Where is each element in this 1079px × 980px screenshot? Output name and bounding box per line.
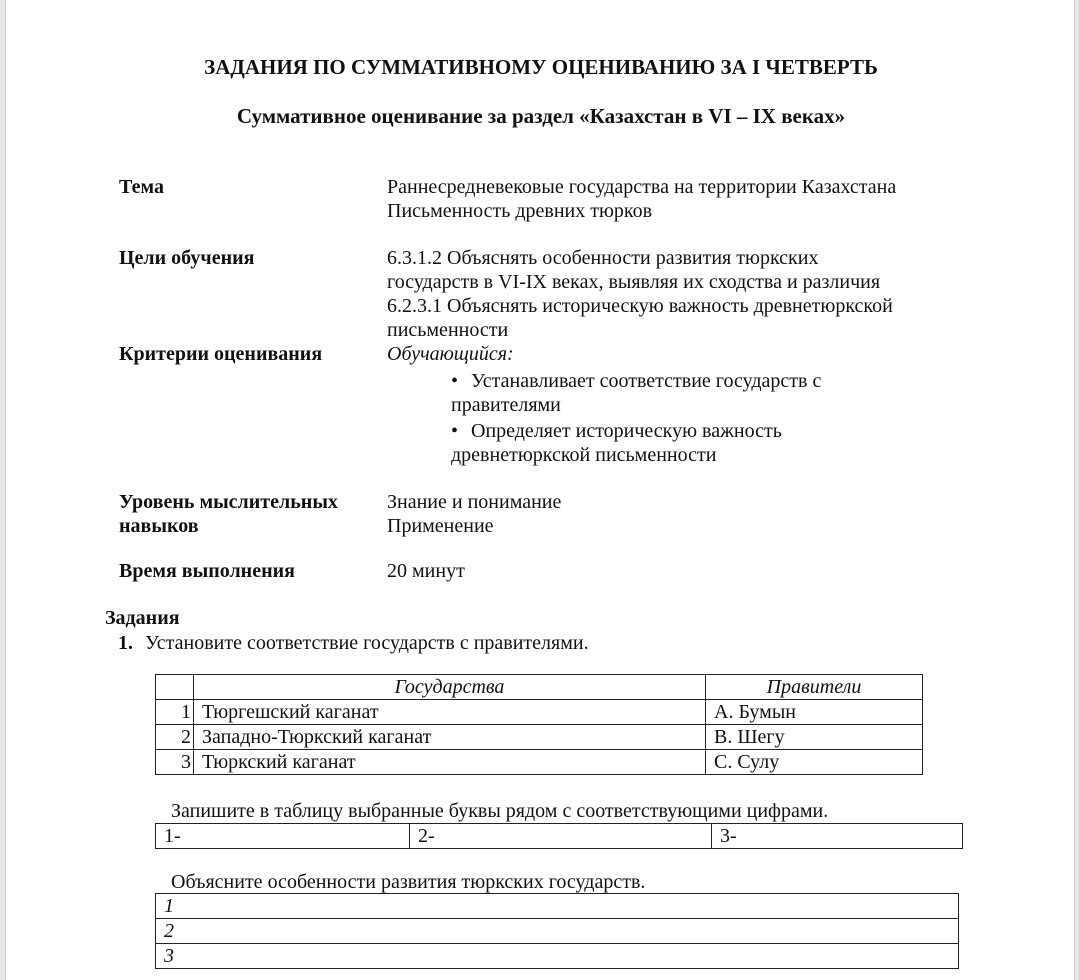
goals-value [387,246,893,342]
ruler-cell: В. Шегу [706,725,923,750]
goals-line: 6.3.1.2 Объяснять особенности развития тюркских [387,247,819,269]
table-row [156,700,923,725]
matching-table [155,674,923,775]
answer-instruction: Запишите в таблицу выбранные буквы рядом с соответствующими цифрами. [171,800,829,822]
criteria-item [451,369,821,417]
state-cell: Тюркский каганат [194,750,706,775]
answer-row [156,824,963,849]
criteria-item [451,419,782,467]
ruler-cell: С. Сулу [706,750,923,775]
header-rulers-cell: Правители [706,675,923,700]
tasks-heading: Задания [105,607,180,629]
explain-row [156,894,959,919]
task-text: Установите соответствие государств с правителями. [145,632,589,654]
explain-row [156,919,959,944]
goals-line: государств в VI-IX веках, выявляя их сходства и различия [387,271,881,293]
explain-cell[interactable]: 2 [156,919,959,944]
explain-cell[interactable]: 1 [156,894,959,919]
level-line: Знание и понимание [387,491,562,513]
time-label: Время выполнения [119,560,295,582]
header-states-cell: Государства [194,675,706,700]
row-number: 3 [156,750,194,775]
level-line: Применение [387,515,494,537]
level-label-line: Уровень мыслительных [119,491,338,513]
state-cell: Западно-Тюркский каганат [194,725,706,750]
explain-row [156,944,959,969]
row-number: 2 [156,725,194,750]
goals-label: Цели обучения [119,247,255,269]
goals-line: 6.2.3.1 Объяснять историческую важность древнетюркской [387,295,893,317]
criteria-item-line: • Определяет историческую важность [451,419,782,443]
table-row [156,725,923,750]
answer-table [155,823,963,849]
explain-instruction: Объясните особенности развития тюркских государств. [171,871,646,893]
level-label-line: навыков [119,515,199,537]
criteria-label: Критерии оценивания [119,343,323,365]
topic-label: Тема [119,176,164,198]
level-label [119,490,338,538]
criteria-intro: Обучающийся: [387,343,514,365]
answer-cell[interactable]: 3- [712,824,963,849]
criteria-item-line: древнетюркской письменности [451,444,717,466]
goals-line: письменности [387,319,509,341]
document-title: ЗАДАНИЯ ПО СУММАТИВНОМУ ОЦЕНИВАНИЮ ЗА I ЧЕТВЕРТЬ [204,55,878,79]
answer-cell[interactable]: 1- [156,824,410,849]
level-value [387,490,561,538]
explain-table [155,893,959,969]
document-subtitle: Суммативное оценивание за раздел «Казахстан в VI – IX веках» [236,104,846,128]
header-num-cell [156,675,194,700]
topic-line: Письменность древних тюрков [387,200,653,222]
criteria-item-line: правителями [451,394,561,416]
task-number: 1. [118,632,133,654]
criteria-item-line: • Устанавливает соответствие государств с [451,369,821,393]
table-header-row [156,675,923,700]
document-page [5,0,1075,980]
topic-line: Раннесредневековые государства на территории Казахстана [387,176,897,198]
table-row [156,750,923,775]
explain-cell[interactable]: 3 [156,944,959,969]
topic-value [387,175,896,223]
ruler-cell: А. Бумын [706,700,923,725]
row-number: 1 [156,700,194,725]
time-value: 20 минут [387,560,465,582]
state-cell: Тюргешский каганат [194,700,706,725]
answer-cell[interactable]: 2- [410,824,712,849]
